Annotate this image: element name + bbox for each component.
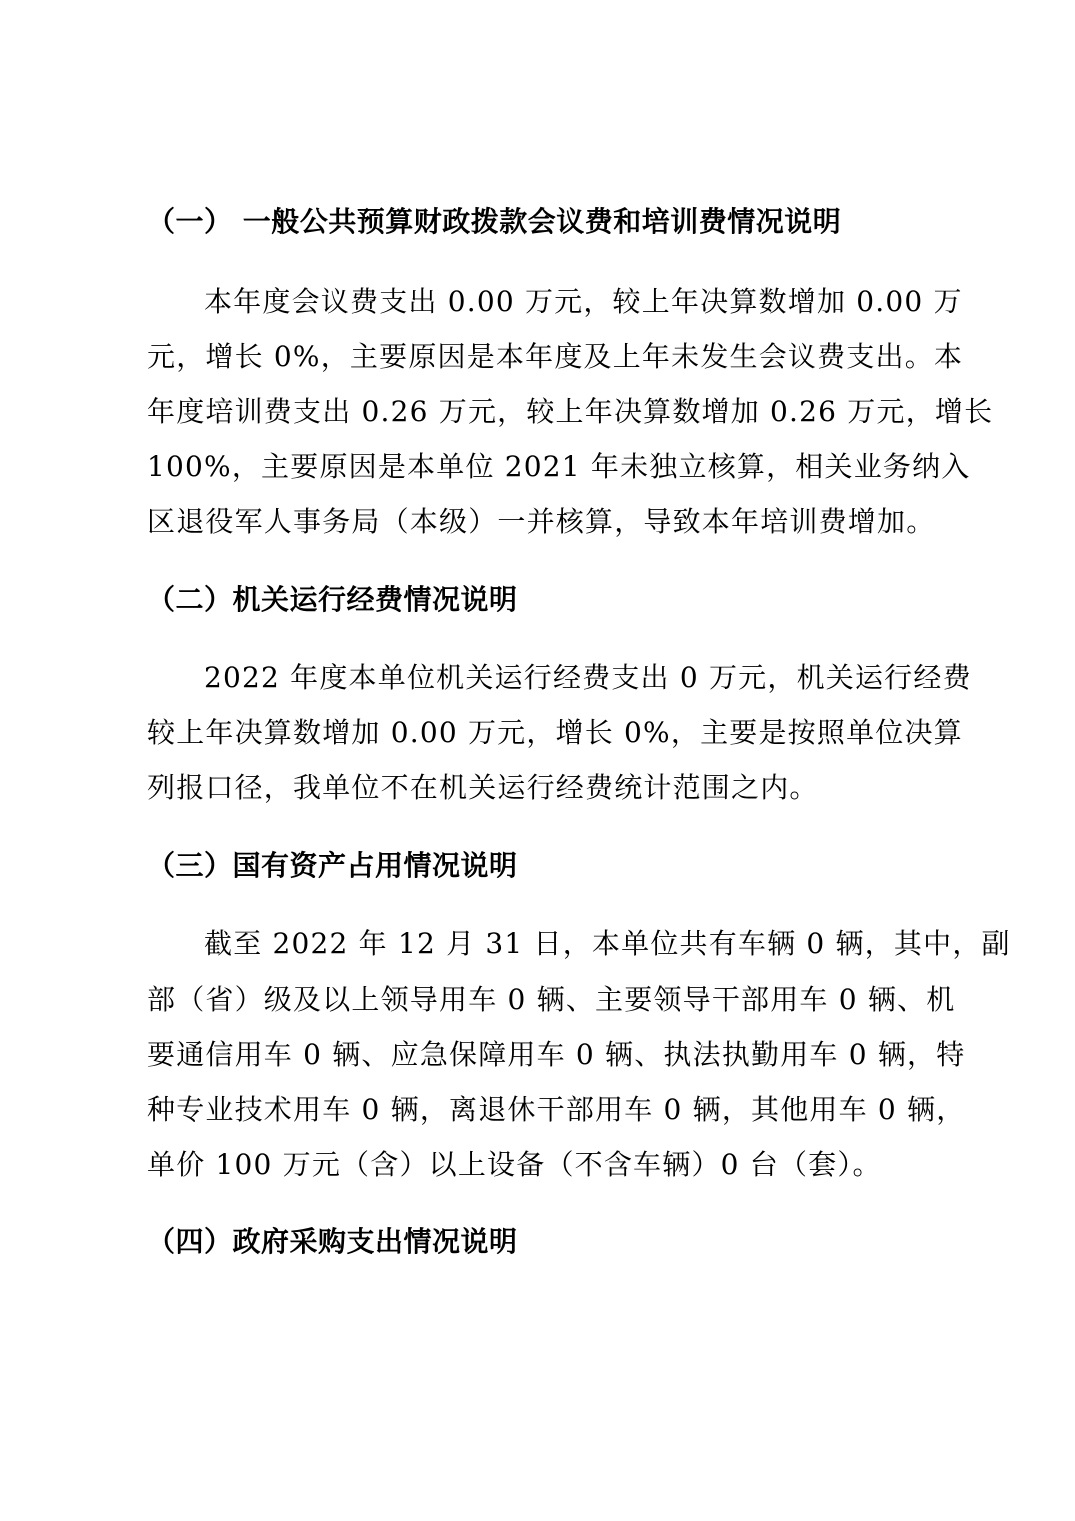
paragraph-line: 单价 100 万元（含）以上设备（不含车辆）0 台（套）。 [147, 1148, 882, 1181]
paragraph-line: 要通信用车 0 辆、应急保障用车 0 辆、执法执勤用车 0 辆，特 [147, 1038, 966, 1071]
paragraph-line: 2022 年度本单位机关运行经费支出 0 万元，机关运行经费 [204, 661, 972, 694]
paragraph-line: 种专业技术用车 0 辆，离退休干部用车 0 辆，其他用车 0 辆， [147, 1093, 966, 1126]
paragraph-line: 列报口径，我单位不在机关运行经费统计范围之内。 [147, 771, 819, 804]
paragraph-line: 较上年决算数增加 0.00 万元，增长 0%，主要是按照单位决算 [147, 716, 963, 749]
section-heading-state-assets: （三）国有资产占用情况说明 [147, 849, 518, 882]
section-heading-meeting-training: （一） 一般公共预算财政拨款会议费和培训费情况说明 [147, 205, 842, 238]
paragraph-line: 截至 2022 年 12 月 31 日，本单位共有车辆 0 辆，其中，副 [204, 927, 1011, 960]
paragraph-line: 元，增长 0%，主要原因是本年度及上年未发生会议费支出。本 [147, 340, 964, 373]
paragraph-line: 区退役军人事务局（本级）一并核算，导致本年培训费增加。 [147, 505, 936, 538]
paragraph-line: 年度培训费支出 0.26 万元，较上年决算数增加 0.26 万元，增长 [147, 395, 994, 428]
paragraph-line: 本年度会议费支出 0.00 万元，较上年决算数增加 0.00 万 [204, 285, 963, 318]
section-heading-operating-expenses: （二）机关运行经费情况说明 [147, 583, 518, 616]
paragraph-line: 部（省）级及以上领导用车 0 辆、主要领导干部用车 0 辆、机 [147, 983, 956, 1016]
section-heading-government-procurement: （四）政府采购支出情况说明 [147, 1225, 518, 1258]
paragraph-line: 100%，主要原因是本单位 2021 年未独立核算，相关业务纳入 [147, 450, 971, 483]
